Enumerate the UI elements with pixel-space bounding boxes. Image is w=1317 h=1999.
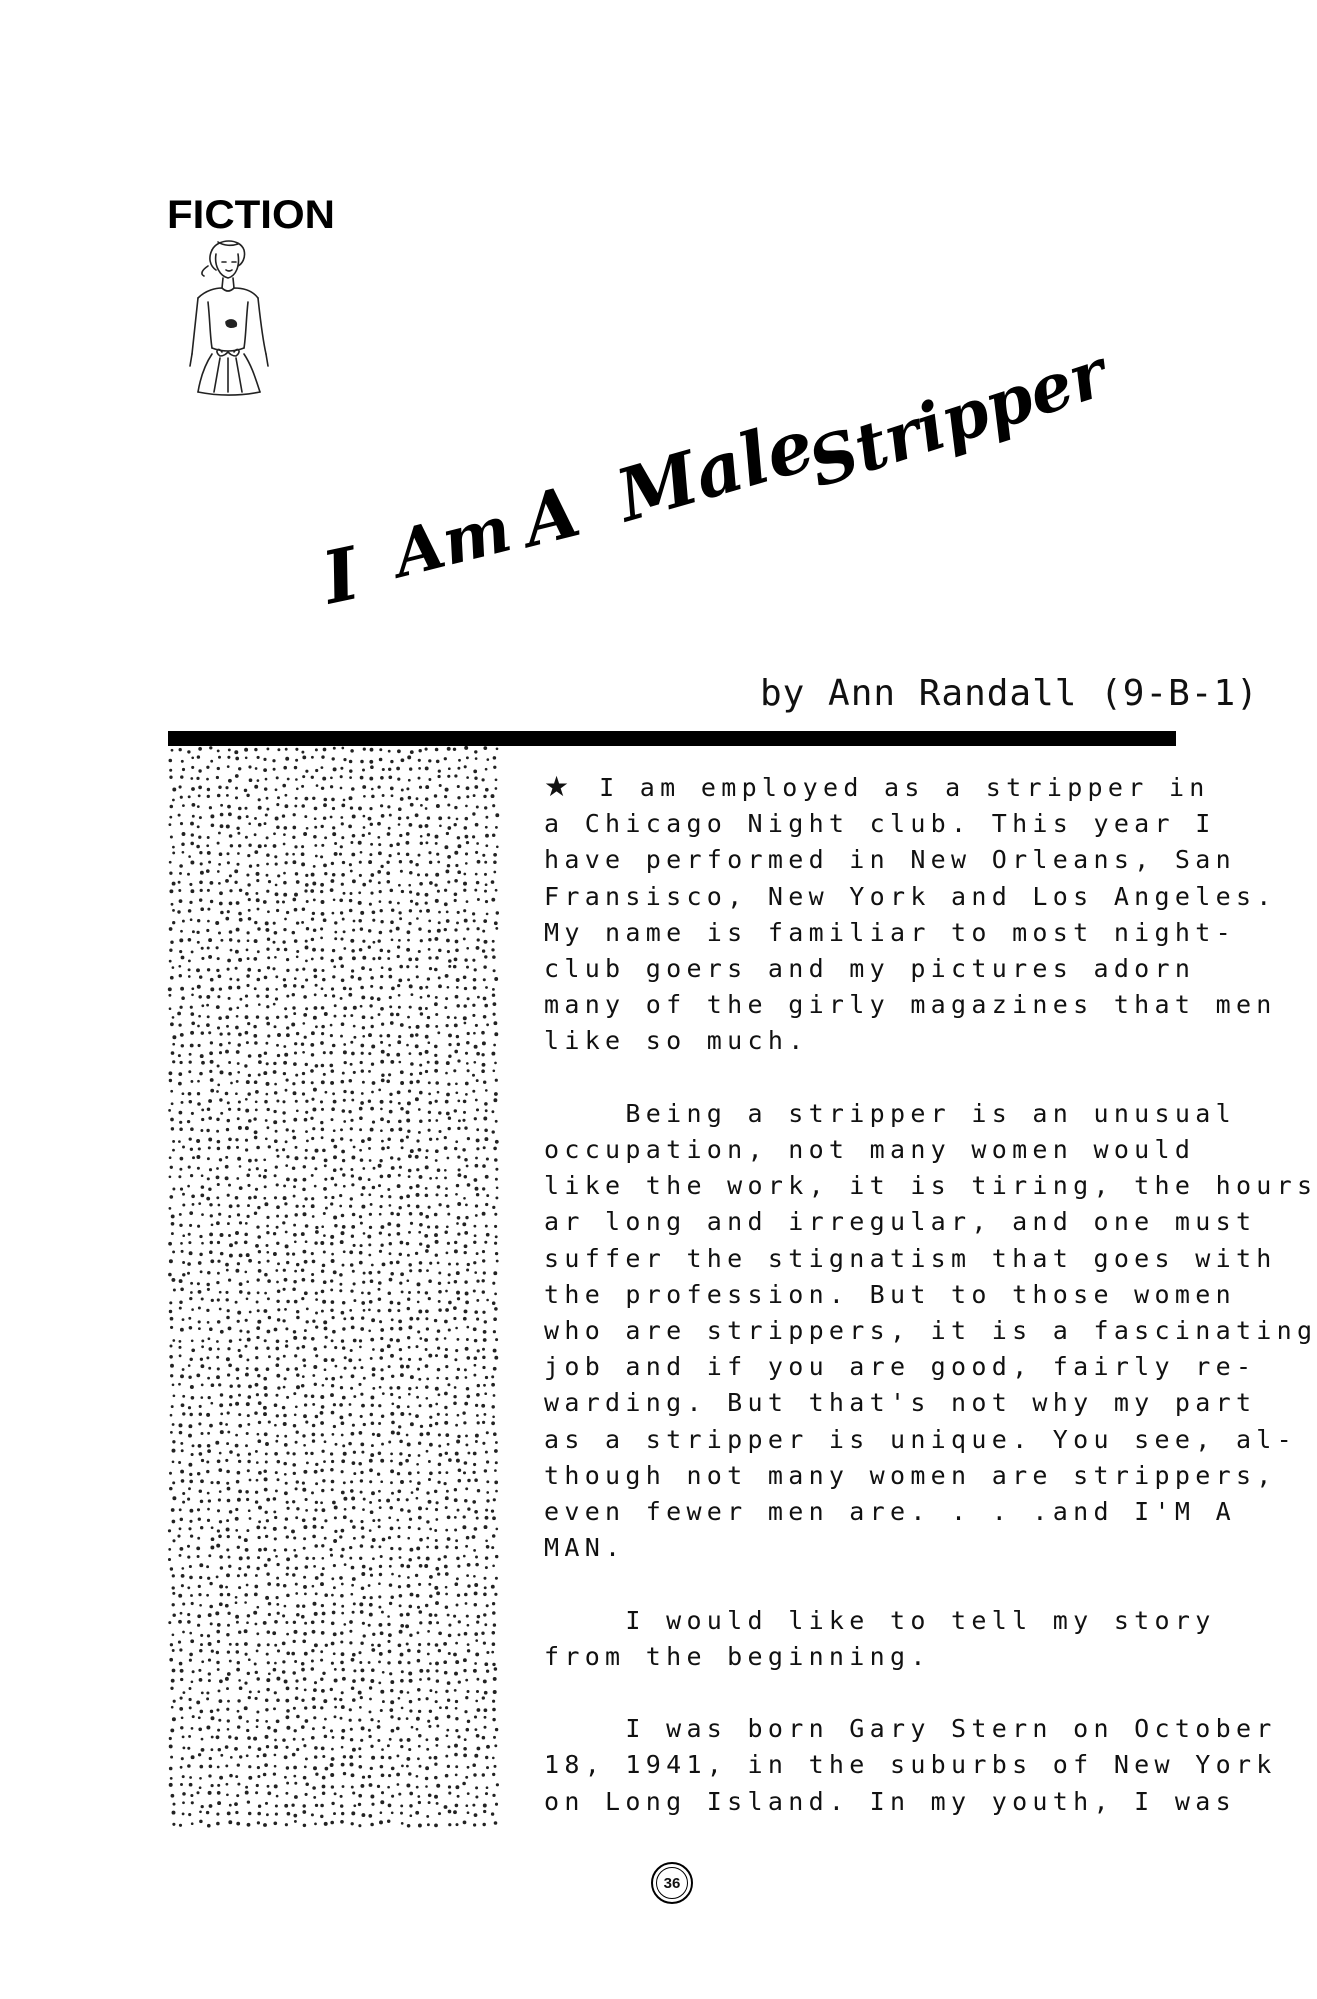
article-line xyxy=(544,1096,1244,1132)
article-line-text: I am employed as a stripper in xyxy=(599,773,1210,802)
article-line xyxy=(544,1277,1244,1313)
article-line-text: My name is familiar to most night- xyxy=(544,917,1236,947)
article-line xyxy=(544,1458,1277,1494)
title-word-i: I xyxy=(315,530,367,621)
article-line xyxy=(544,1747,1277,1783)
article-line xyxy=(544,1168,1317,1204)
article-line xyxy=(544,987,1277,1023)
article-line-text: I was born Gary Stern on October xyxy=(544,1714,1277,1744)
article-line xyxy=(544,1241,1277,1277)
article-line xyxy=(544,1530,1244,1566)
article-line-text: 18, 1941, in the suburbs of New York xyxy=(544,1750,1277,1780)
article-line-text: suffer the stignatism that goes with xyxy=(544,1243,1277,1273)
article-line-text: as a stripper is unique. You see, al- xyxy=(544,1424,1297,1454)
article-line-text: have performed in New Orleans, San xyxy=(544,845,1236,875)
article-line xyxy=(544,1639,1244,1675)
article-line-text: MAN. xyxy=(544,1533,626,1563)
article-line xyxy=(544,1494,1244,1530)
article-line xyxy=(544,915,1244,951)
article-line-text: many of the girly magazines that men xyxy=(544,990,1277,1020)
title-word-am: Am xyxy=(386,491,519,593)
article-line xyxy=(544,1023,1244,1059)
article-line-text: I would like to tell my story xyxy=(544,1605,1216,1635)
halftone-dot-panel xyxy=(168,746,504,1824)
article-line-text: ar long and irregular, and one must xyxy=(544,1207,1257,1237)
fashion-sketch-woman-icon xyxy=(178,236,278,396)
article-line xyxy=(544,1349,1257,1385)
article-line-text: even fewer men are. . . .and I'M A xyxy=(544,1497,1236,1527)
article-line xyxy=(544,1422,1297,1458)
article-line xyxy=(544,806,1244,842)
article-line-text: club goers and my pictures adorn xyxy=(544,954,1196,984)
article-paragraph xyxy=(544,1711,1277,1820)
story-title xyxy=(315,333,1116,621)
article-line xyxy=(544,1385,1257,1421)
article-line-text: on Long Island. In my youth, I was xyxy=(544,1786,1236,1816)
title-word-male: Male xyxy=(607,401,823,539)
article-line xyxy=(544,1784,1244,1820)
article-line xyxy=(544,769,1244,806)
page-number: 36 xyxy=(656,1867,688,1899)
article-line-text: from the beginning. xyxy=(544,1641,931,1671)
article-line xyxy=(544,879,1277,915)
article-paragraph xyxy=(544,769,1277,1060)
article-paragraph xyxy=(544,1096,1317,1567)
star-icon: ★ xyxy=(544,770,570,803)
article-line-text: a Chicago Night club. This year I xyxy=(544,809,1216,839)
article-line-text: Fransisco, New York and Los Angeles. xyxy=(544,881,1277,911)
article-line-text: Being a stripper is an unusual xyxy=(544,1098,1236,1128)
article-line-text: though not many women are strippers, xyxy=(544,1460,1277,1490)
article-paragraph xyxy=(544,1603,1244,1675)
title-word-a: A xyxy=(514,469,588,564)
article-line-text: like so much. xyxy=(544,1026,809,1056)
article-line xyxy=(544,1603,1244,1639)
article-line xyxy=(544,1132,1244,1168)
article-line-text: like the work, it is tiring, the hours xyxy=(544,1171,1317,1201)
article-line-text: occupation, not many women would xyxy=(544,1135,1196,1165)
article-line-text: warding. But that's not why my part xyxy=(544,1388,1257,1418)
article-line-text: who are strippers, it is a fascinating xyxy=(544,1316,1317,1346)
byline: by Ann Randall (9-B-1) xyxy=(760,673,1259,714)
title-word-stripper: Stripper xyxy=(799,333,1116,503)
article-line xyxy=(544,1313,1317,1349)
article-line xyxy=(544,1204,1257,1240)
divider-rule xyxy=(168,731,1176,746)
article-line-text: the profession. But to those women xyxy=(544,1279,1236,1309)
article-body xyxy=(544,769,1317,1856)
page-number-badge xyxy=(651,1862,693,1904)
article-line xyxy=(544,842,1244,878)
section-label: FICTION xyxy=(167,193,335,237)
article-line-text: job and if you are good, fairly re- xyxy=(544,1352,1257,1382)
article-line xyxy=(544,1711,1277,1747)
article-line xyxy=(544,951,1244,987)
